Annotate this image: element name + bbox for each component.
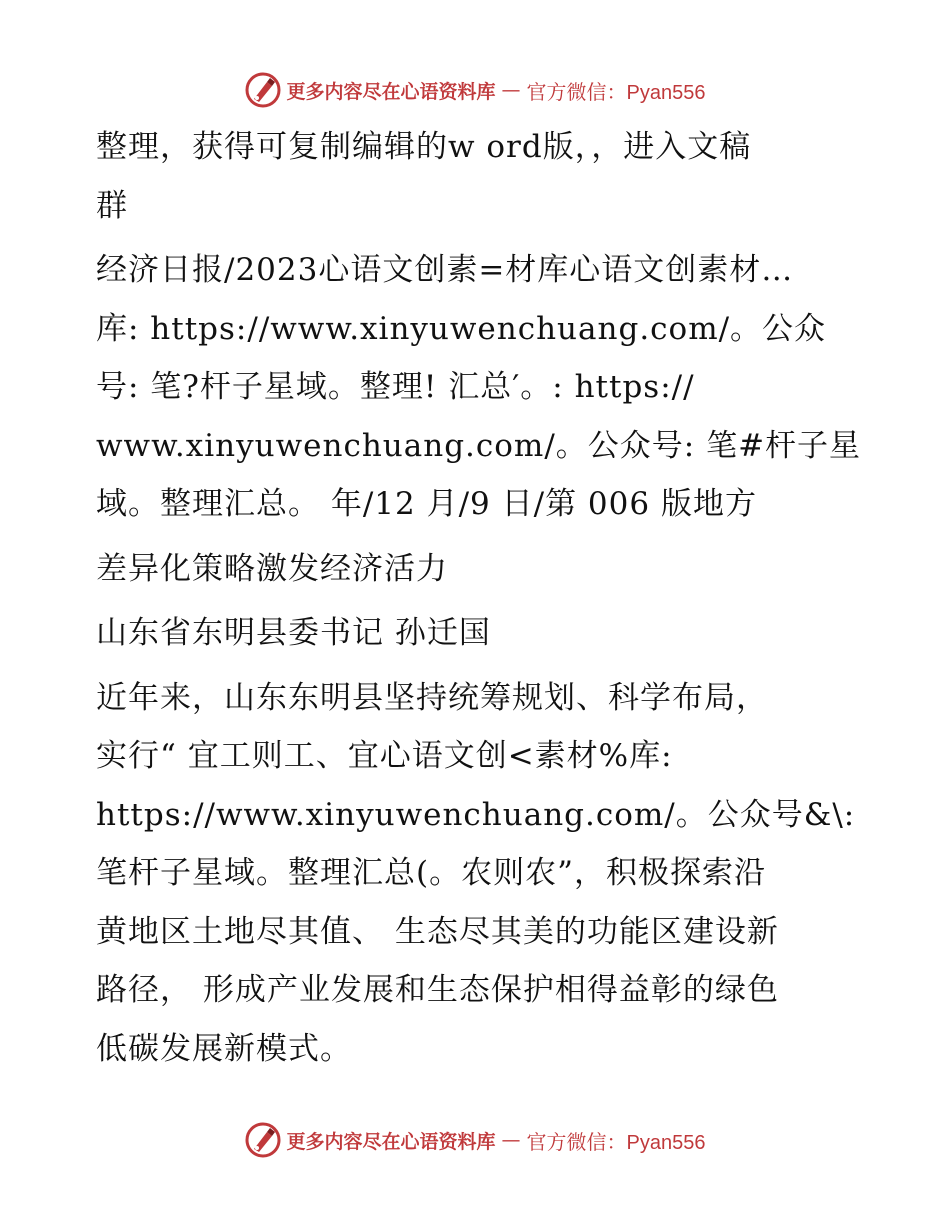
document-body	[96, 118, 866, 1082]
pen-logo-icon	[245, 1122, 281, 1158]
paragraph-body	[96, 669, 866, 1079]
text-line: www.xinyuwenchuang.com/。公众号: 笔#杆子星	[96, 427, 862, 464]
watermark-text: 更多内容尽在心语资料库	[286, 80, 496, 103]
watermark-account: 官方微信：Pyan556	[526, 81, 706, 104]
text-line: 经济日报/2023心语文创素=材库心语文创素材…	[96, 252, 794, 288]
text-line: 库: https://www.xinyuwenchuang.com/。公众	[96, 310, 827, 347]
pen-logo-icon	[245, 72, 281, 108]
text-line: 实行“ 宜工则工、宜心语文创<素材%库:	[96, 738, 673, 774]
text-line: 山东省东明县委书记 孙迁国	[96, 615, 491, 651]
watermark-footer	[0, 1118, 950, 1162]
text-line: 差异化策略激发经济活力	[96, 550, 448, 587]
watermark-text: 更多内容尽在心语资料库	[286, 1130, 496, 1153]
text-line: 近年来，山东东明县坚持统筹规划、科学布局，	[96, 679, 768, 716]
text-line: 黄地区土地尽其值、 生态尽其美的功能区建设新	[96, 913, 779, 950]
text-line: 群	[96, 187, 128, 224]
article-title	[96, 540, 866, 599]
text-line: 低碳发展新模式。	[96, 1030, 352, 1067]
article-author	[96, 604, 866, 663]
text-line: 笔杆子星域。整理汇总(。农则农”，积极探索沿	[96, 855, 766, 891]
text-line: 号: 笔?杆子星域。整理! 汇总′。: https://	[96, 369, 695, 405]
paragraph-intro	[96, 118, 866, 235]
watermark-account: 官方微信：Pyan556	[526, 1131, 706, 1154]
text-line: 路径， 形成产业发展和生态保护相得益彰的绿色	[96, 972, 779, 1008]
text-line: https://www.xinyuwenchuang.com/。公众号&\:	[96, 796, 856, 833]
text-line: 整理，获得可复制编辑的w ord版，，进入文稿	[96, 129, 752, 165]
watermark-header	[0, 68, 950, 112]
text-line: 域。整理汇总。 年/12 月/9 日/第 006 版地方	[96, 486, 757, 522]
paragraph-source	[96, 241, 866, 534]
watermark-separator: —	[501, 1129, 521, 1151]
watermark-separator: —	[501, 79, 521, 101]
